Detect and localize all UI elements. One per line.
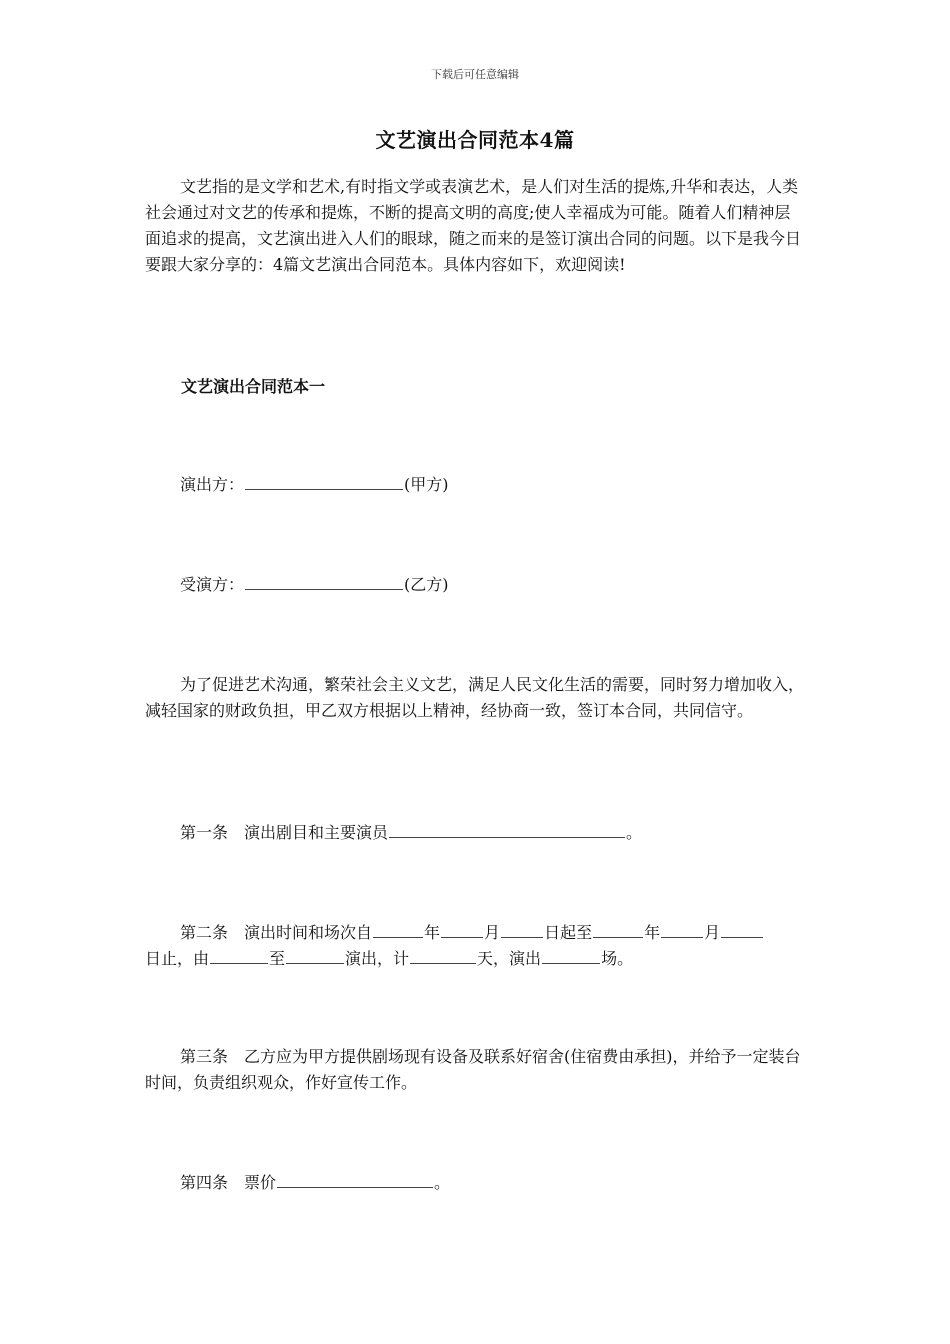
month-label: 月 xyxy=(484,923,501,942)
days-count-blank xyxy=(410,947,476,964)
day-to-label: 日止，由 xyxy=(145,949,210,968)
article-1-text: 演出剧目和主要演员 xyxy=(244,823,389,842)
shows-count-blank xyxy=(542,947,600,964)
days-label: 天，演出 xyxy=(477,949,542,968)
party-b-suffix: (乙方) xyxy=(404,575,449,594)
start-month-blank xyxy=(441,921,483,938)
to-place-blank xyxy=(286,947,344,964)
document-title: 文艺演出合同范本4篇 xyxy=(375,128,575,152)
article-3-paragraph xyxy=(145,1044,805,1096)
day-from-label: 日起至 xyxy=(544,923,593,942)
party-a-line xyxy=(180,472,449,498)
party-a-suffix: (甲方) xyxy=(404,475,449,494)
article-1-blank xyxy=(389,821,625,838)
article-4-end: 。 xyxy=(434,1173,451,1192)
shows-label: 场。 xyxy=(601,949,634,968)
article-2-text-start: 演出时间和场次自 xyxy=(244,923,373,942)
month-label-2: 月 xyxy=(704,923,721,942)
to-label: 至 xyxy=(269,949,286,968)
year-label: 年 xyxy=(424,923,441,942)
party-a-blank xyxy=(245,473,403,490)
preamble-paragraph: 为了促进艺术沟通，繁荣社会主义文艺，满足人民文化生活的需要，同时努力增加收入，减轻国家的财政负担，甲乙双方根据以上精神，经协商一致，签订本合同，共同信守。 xyxy=(145,675,805,720)
article-4-line xyxy=(180,1170,450,1196)
article-3-number: 第三条 xyxy=(180,1047,229,1066)
party-a-label: 演出方： xyxy=(180,475,245,494)
ticket-price-blank xyxy=(277,1171,433,1188)
start-year-blank xyxy=(373,921,423,938)
end-month-blank xyxy=(661,921,703,938)
header-note: 下载后可任意编辑 xyxy=(431,68,519,81)
party-b-label: 受演方： xyxy=(180,575,245,594)
article-1-end: 。 xyxy=(626,823,643,842)
party-b-blank xyxy=(245,573,403,590)
section-title: 文艺演出合同范本一 xyxy=(181,377,326,396)
end-day-blank xyxy=(721,921,763,938)
article-2-line-1 xyxy=(180,920,764,946)
from-place-blank xyxy=(210,947,268,964)
article-1-number: 第一条 xyxy=(180,823,229,842)
article-1-line xyxy=(180,820,642,846)
article-2-line-2 xyxy=(145,946,633,972)
perform-label: 演出，计 xyxy=(345,949,410,968)
article-2-number: 第二条 xyxy=(180,923,229,942)
article-4-text: 票价 xyxy=(244,1173,277,1192)
intro-paragraph: 文艺指的是文学和艺术,有时指文学或表演艺术，是人们对生活的提炼,升华和表达，人类社会通过对文艺的传承和提炼，不断的提高文明的高度;使人幸福成为可能。随着人们精神层面追求的提高，文艺演出进入人们的眼球，随之而来的是签订演出合同的问题。以下是我今日要跟大家分享的：4篇文艺演出合同范本。具体内容如下，欢迎阅读! xyxy=(145,177,802,274)
end-year-blank xyxy=(593,921,643,938)
article-3-text: 乙方应为甲方提供剧场现有设备及联系好宿舍(住宿费由承担)，并给予一定装台时间，负责组织观众，作好宣传工作。 xyxy=(145,1047,801,1092)
party-b-line xyxy=(180,572,449,598)
article-4-number: 第四条 xyxy=(180,1173,229,1192)
year-label-2: 年 xyxy=(644,923,661,942)
start-day-blank xyxy=(501,921,543,938)
